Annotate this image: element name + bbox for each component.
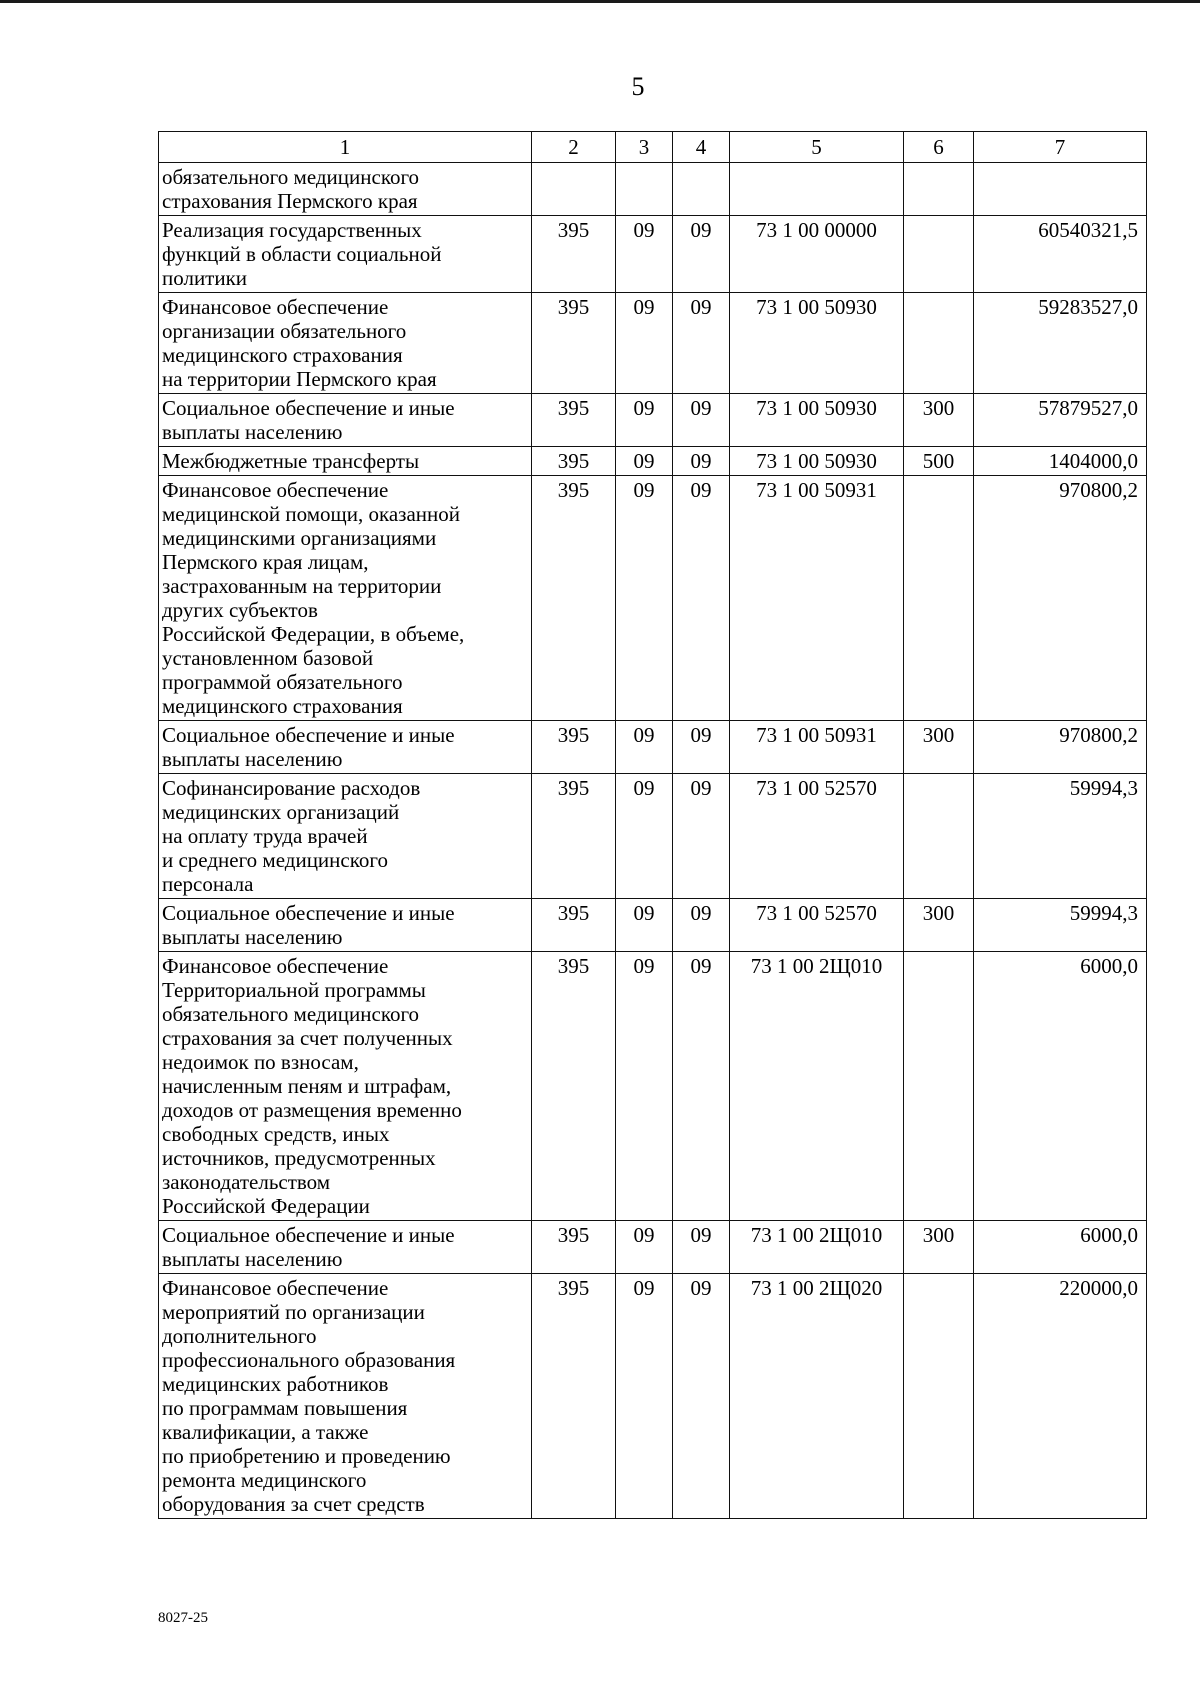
admin-code-cell: 395 bbox=[532, 1221, 616, 1274]
section-cell: 09 bbox=[616, 216, 673, 293]
admin-code-cell: 395 bbox=[532, 394, 616, 447]
expense-type-cell bbox=[904, 952, 974, 1221]
expense-type-cell: 500 bbox=[904, 447, 974, 476]
table-row bbox=[159, 1274, 1147, 1519]
section-cell: 09 bbox=[616, 476, 673, 721]
subsection-cell: 09 bbox=[673, 394, 730, 447]
section-cell: 09 bbox=[616, 447, 673, 476]
table-row bbox=[159, 163, 1147, 216]
row-name-cell: Финансовое обеспечение организации обязательного медицинского страхования на территории Пермского края bbox=[159, 293, 532, 394]
admin-code-cell: 395 bbox=[532, 721, 616, 774]
expense-type-cell: 300 bbox=[904, 1221, 974, 1274]
column-header: 1 bbox=[159, 132, 532, 163]
target-article-cell: 73 1 00 50930 bbox=[730, 293, 904, 394]
subsection-cell: 09 bbox=[673, 952, 730, 1221]
column-header: 4 bbox=[673, 132, 730, 163]
target-article-cell: 73 1 00 50930 bbox=[730, 447, 904, 476]
table-row bbox=[159, 476, 1147, 721]
admin-code-cell: 395 bbox=[532, 899, 616, 952]
section-cell: 09 bbox=[616, 952, 673, 1221]
table-row bbox=[159, 216, 1147, 293]
table-row bbox=[159, 1221, 1147, 1274]
amount-cell: 6000,0 bbox=[974, 952, 1147, 1221]
column-header: 5 bbox=[730, 132, 904, 163]
subsection-cell: 09 bbox=[673, 216, 730, 293]
amount-cell: 970800,2 bbox=[974, 721, 1147, 774]
amount-cell: 59994,3 bbox=[974, 899, 1147, 952]
target-article-cell: 73 1 00 50931 bbox=[730, 476, 904, 721]
target-article-cell: 73 1 00 2Щ010 bbox=[730, 1221, 904, 1274]
subsection-cell: 09 bbox=[673, 293, 730, 394]
subsection-cell bbox=[673, 163, 730, 216]
section-cell bbox=[616, 163, 673, 216]
admin-code-cell: 395 bbox=[532, 1274, 616, 1519]
page-number: 5 bbox=[631, 72, 645, 101]
row-name-cell: Социальное обеспечение и иные выплаты населению bbox=[159, 899, 532, 952]
amount-cell: 970800,2 bbox=[974, 476, 1147, 721]
expense-type-cell: 300 bbox=[904, 899, 974, 952]
admin-code-cell bbox=[532, 163, 616, 216]
section-cell: 09 bbox=[616, 394, 673, 447]
section-cell: 09 bbox=[616, 721, 673, 774]
admin-code-cell: 395 bbox=[532, 952, 616, 1221]
table-row bbox=[159, 293, 1147, 394]
table-row bbox=[159, 899, 1147, 952]
row-name-cell: Межбюджетные трансферты bbox=[159, 447, 532, 476]
admin-code-cell: 395 bbox=[532, 293, 616, 394]
admin-code-cell: 395 bbox=[532, 476, 616, 721]
expense-type-cell: 300 bbox=[904, 721, 974, 774]
target-article-cell: 73 1 00 52570 bbox=[730, 899, 904, 952]
expense-type-cell: 300 bbox=[904, 394, 974, 447]
expense-type-cell bbox=[904, 476, 974, 721]
row-name-cell: Социальное обеспечение и иные выплаты населению bbox=[159, 394, 532, 447]
target-article-cell: 73 1 00 2Щ010 bbox=[730, 952, 904, 1221]
admin-code-cell: 395 bbox=[532, 774, 616, 899]
subsection-cell: 09 bbox=[673, 774, 730, 899]
target-article-cell bbox=[730, 163, 904, 216]
admin-code-cell: 395 bbox=[532, 447, 616, 476]
section-cell: 09 bbox=[616, 774, 673, 899]
amount-cell: 59283527,0 bbox=[974, 293, 1147, 394]
row-name-cell: Финансовое обеспечение мероприятий по организации дополнительного профессионального образования медицинских работников по программам повышения квалификации, а также по приобретению и проведению ремонта медицинского оборудования за счет средств bbox=[159, 1274, 532, 1519]
expense-type-cell bbox=[904, 216, 974, 293]
amount-cell: 59994,3 bbox=[974, 774, 1147, 899]
expense-type-cell bbox=[904, 774, 974, 899]
amount-cell: 6000,0 bbox=[974, 1221, 1147, 1274]
row-name-cell: Реализация государственных функций в области социальной политики bbox=[159, 216, 532, 293]
row-name-cell: обязательного медицинского страхования Пермского края bbox=[159, 163, 532, 216]
section-cell: 09 bbox=[616, 1274, 673, 1519]
amount-cell: 57879527,0 bbox=[974, 394, 1147, 447]
expense-type-cell bbox=[904, 1274, 974, 1519]
row-name-cell: Финансовое обеспечение медицинской помощи, оказанной медицинскими организациями Пермского края лицам, застрахованным на территории других субъектов Российской Федерации, в объеме, установленном базовой программой обязательного медицинского страхования bbox=[159, 476, 532, 721]
table-header-row bbox=[159, 132, 1147, 163]
table-row bbox=[159, 394, 1147, 447]
expense-type-cell bbox=[904, 163, 974, 216]
amount-cell: 1404000,0 bbox=[974, 447, 1147, 476]
row-name-cell: Финансовое обеспечение Территориальной программы обязательного медицинского страхования за счет полученных недоимок по взносам, начисленным пеням и штрафам, доходов от размещения временно свободных средств, иных источников, предусмотренных законодательством Российской Федерации bbox=[159, 952, 532, 1221]
table-body bbox=[159, 163, 1147, 1519]
row-name-cell: Софинансирование расходов медицинских организаций на оплату труда врачей и среднего медицинского персонала bbox=[159, 774, 532, 899]
subsection-cell: 09 bbox=[673, 447, 730, 476]
admin-code-cell: 395 bbox=[532, 216, 616, 293]
table-row bbox=[159, 774, 1147, 899]
row-name-cell: Социальное обеспечение и иные выплаты населению bbox=[159, 721, 532, 774]
table-row bbox=[159, 952, 1147, 1221]
section-cell: 09 bbox=[616, 899, 673, 952]
subsection-cell: 09 bbox=[673, 1274, 730, 1519]
section-cell: 09 bbox=[616, 1221, 673, 1274]
column-header: 6 bbox=[904, 132, 974, 163]
subsection-cell: 09 bbox=[673, 721, 730, 774]
target-article-cell: 73 1 00 50931 bbox=[730, 721, 904, 774]
document-code: 8027-25 bbox=[158, 1610, 208, 1626]
target-article-cell: 73 1 00 50930 bbox=[730, 394, 904, 447]
budget-table bbox=[158, 131, 1147, 1519]
subsection-cell: 09 bbox=[673, 1221, 730, 1274]
column-header: 3 bbox=[616, 132, 673, 163]
target-article-cell: 73 1 00 52570 bbox=[730, 774, 904, 899]
amount-cell: 60540321,5 bbox=[974, 216, 1147, 293]
table-row bbox=[159, 447, 1147, 476]
subsection-cell: 09 bbox=[673, 476, 730, 721]
expense-type-cell bbox=[904, 293, 974, 394]
table-row bbox=[159, 721, 1147, 774]
target-article-cell: 73 1 00 2Щ020 bbox=[730, 1274, 904, 1519]
column-header: 2 bbox=[532, 132, 616, 163]
subsection-cell: 09 bbox=[673, 899, 730, 952]
column-header: 7 bbox=[974, 132, 1147, 163]
page-top-edge bbox=[0, 0, 1200, 3]
section-cell: 09 bbox=[616, 293, 673, 394]
amount-cell bbox=[974, 163, 1147, 216]
amount-cell: 220000,0 bbox=[974, 1274, 1147, 1519]
target-article-cell: 73 1 00 00000 bbox=[730, 216, 904, 293]
row-name-cell: Социальное обеспечение и иные выплаты населению bbox=[159, 1221, 532, 1274]
